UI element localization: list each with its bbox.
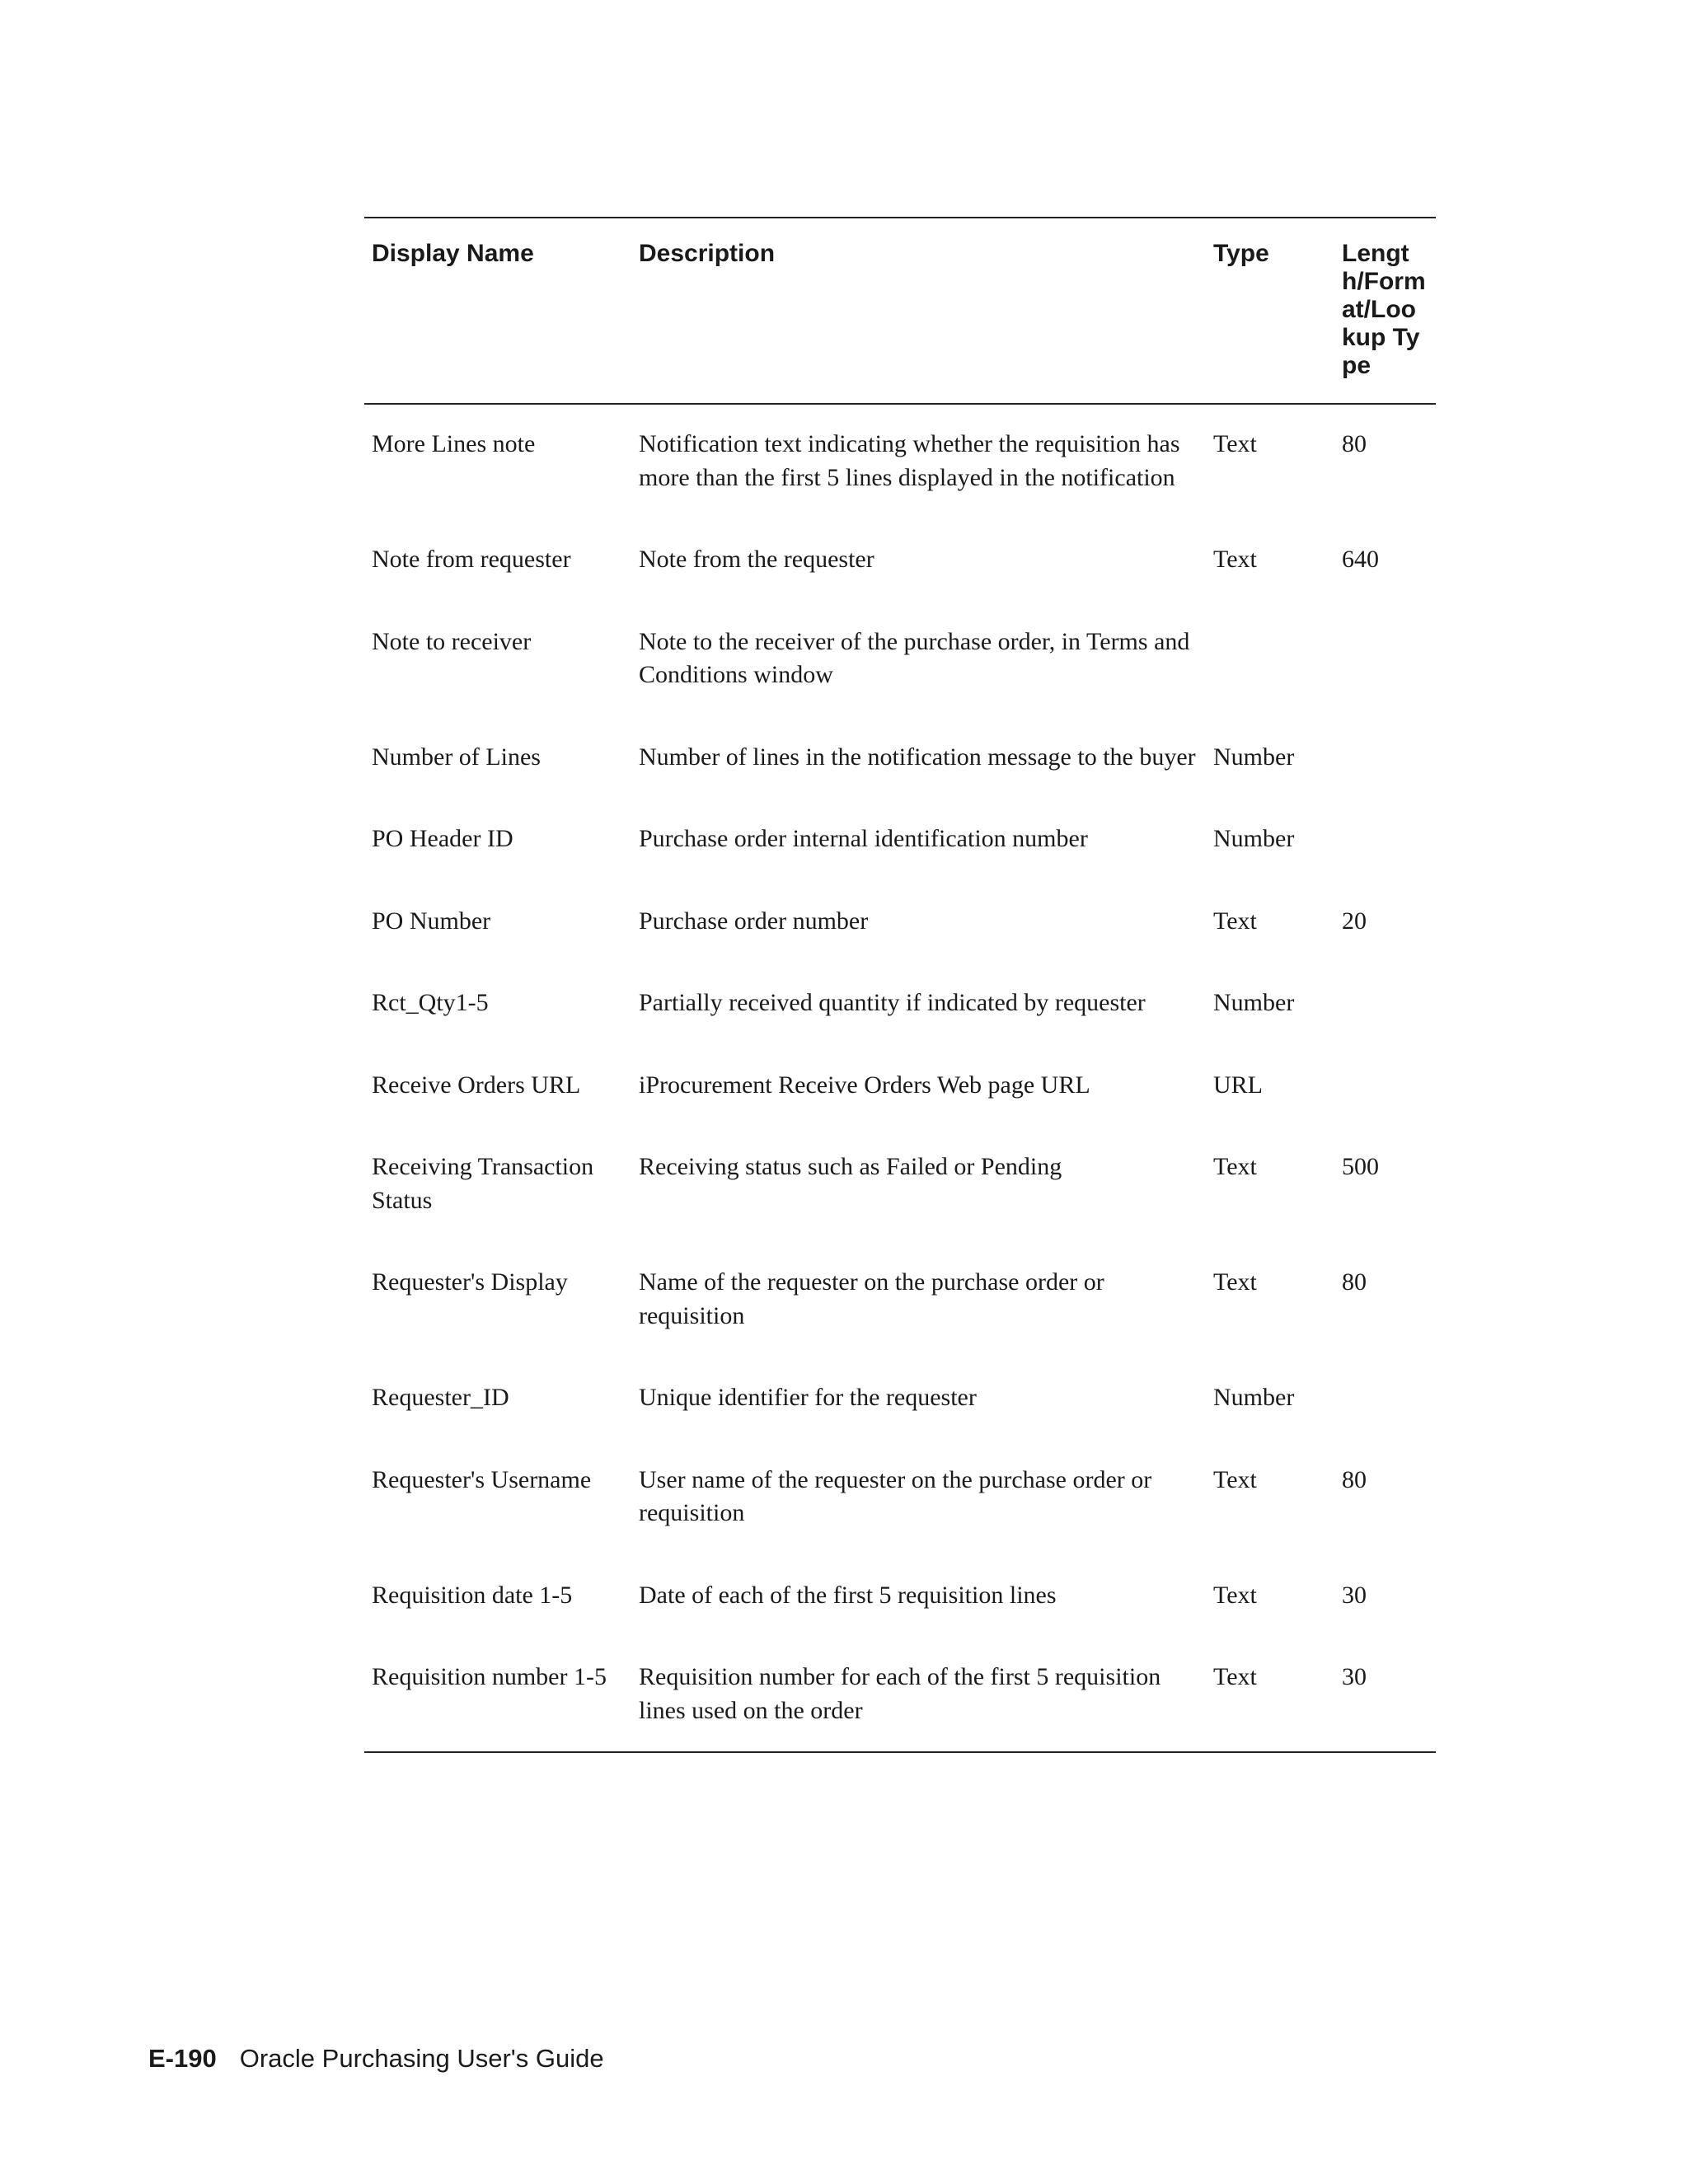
table-row xyxy=(364,1044,1436,1127)
table-row xyxy=(364,404,1436,518)
cell-display-name: Requisition number 1-5 xyxy=(372,1663,607,1690)
cell-type: Number xyxy=(1213,743,1295,771)
cell-description: Notification text indicating whether the requisition has more than the first 5 lines displayed in the notification xyxy=(639,430,1180,491)
page-number: E-190 xyxy=(148,2044,217,2073)
cell-display-name: Requester's Display xyxy=(372,1268,568,1296)
table-row xyxy=(364,962,1436,1044)
cell-type: Text xyxy=(1213,1581,1257,1609)
cell-type: Text xyxy=(1213,907,1257,935)
attributes-table xyxy=(364,217,1436,1753)
cell-type: Number xyxy=(1213,1384,1295,1411)
cell-description: Requisition number for each of the first 5 requisition lines used on the order xyxy=(639,1663,1161,1724)
table-row xyxy=(364,1357,1436,1439)
cell-length: 80 xyxy=(1342,430,1367,457)
cell-length xyxy=(1334,1357,1436,1439)
cell-description: Purchase order internal identification number xyxy=(639,825,1088,852)
table-row xyxy=(364,1126,1436,1241)
table-row xyxy=(364,1241,1436,1357)
cell-description: Note to the receiver of the purchase order, in Terms and Conditions window xyxy=(639,627,1190,688)
table-header-row xyxy=(364,218,1436,404)
cell-length: 80 xyxy=(1342,1268,1367,1296)
cell-display-name: More Lines note xyxy=(372,430,536,457)
table-row xyxy=(364,601,1436,716)
cell-display-name: Requisition date 1-5 xyxy=(372,1581,573,1609)
header-description: Description xyxy=(639,240,776,267)
cell-description: Note from the requester xyxy=(639,546,874,573)
cell-description: Partially received quantity if indicated by requester xyxy=(639,989,1146,1016)
table-row xyxy=(364,1636,1436,1752)
cell-display-name: Receive Orders URL xyxy=(372,1071,581,1099)
table-body xyxy=(364,404,1436,1752)
cell-display-name: Requester's Username xyxy=(372,1465,592,1493)
cell-description: Purchase order number xyxy=(639,907,869,935)
cell-description: User name of the requester on the purchase order or requisition xyxy=(639,1465,1152,1526)
page-footer xyxy=(148,2042,604,2075)
cell-description: Number of lines in the notification message to the buyer xyxy=(639,743,1196,771)
cell-display-name: PO Header ID xyxy=(372,825,513,852)
table-row xyxy=(364,716,1436,799)
cell-display-name: Rct_Qty1-5 xyxy=(372,989,489,1016)
cell-display-name: PO Number xyxy=(372,907,491,935)
cell-type: Text xyxy=(1213,1465,1257,1493)
cell-length xyxy=(1334,798,1436,880)
cell-display-name: Requester_ID xyxy=(372,1384,509,1411)
table-row xyxy=(364,518,1436,601)
cell-length: 80 xyxy=(1342,1465,1367,1493)
cell-length: 30 xyxy=(1342,1581,1367,1609)
book-title: Oracle Purchasing User's Guide xyxy=(239,2044,604,2073)
cell-type: Text xyxy=(1213,1663,1257,1690)
table-row xyxy=(364,798,1436,880)
cell-length: 640 xyxy=(1342,546,1379,573)
page-content xyxy=(364,217,1436,1753)
cell-length: 30 xyxy=(1342,1663,1367,1690)
cell-length xyxy=(1334,601,1436,716)
cell-type: URL xyxy=(1213,1071,1263,1099)
cell-description: iProcurement Receive Orders Web page URL xyxy=(639,1071,1090,1099)
cell-description: Unique identifier for the requester xyxy=(639,1384,977,1411)
cell-display-name: Note from requester xyxy=(372,546,571,573)
cell-type: Text xyxy=(1213,1268,1257,1296)
cell-type xyxy=(1206,601,1334,716)
cell-display-name: Receiving Transaction Status xyxy=(372,1153,594,1214)
cell-type: Text xyxy=(1213,546,1257,573)
header-length-format-lookup-type: Length/Format/Lookup Type xyxy=(1342,240,1426,379)
cell-display-name: Note to receiver xyxy=(372,627,532,655)
cell-type: Text xyxy=(1213,430,1257,457)
cell-description: Name of the requester on the purchase order or requisition xyxy=(639,1268,1104,1329)
cell-description: Date of each of the first 5 requisition lines xyxy=(639,1581,1057,1609)
table-row xyxy=(364,880,1436,963)
table-header xyxy=(364,218,1436,404)
cell-type: Text xyxy=(1213,1153,1257,1180)
cell-type: Number xyxy=(1213,989,1295,1016)
cell-length: 20 xyxy=(1342,907,1367,935)
cell-length: 500 xyxy=(1342,1153,1379,1180)
table-row xyxy=(364,1554,1436,1637)
header-type: Type xyxy=(1213,240,1269,267)
table-row xyxy=(364,1439,1436,1554)
cell-length xyxy=(1334,1044,1436,1127)
cell-description: Receiving status such as Failed or Pending xyxy=(639,1153,1062,1180)
cell-type: Number xyxy=(1213,825,1295,852)
cell-display-name: Number of Lines xyxy=(372,743,541,771)
cell-length xyxy=(1334,962,1436,1044)
header-display-name: Display Name xyxy=(372,240,534,267)
cell-length xyxy=(1334,716,1436,799)
